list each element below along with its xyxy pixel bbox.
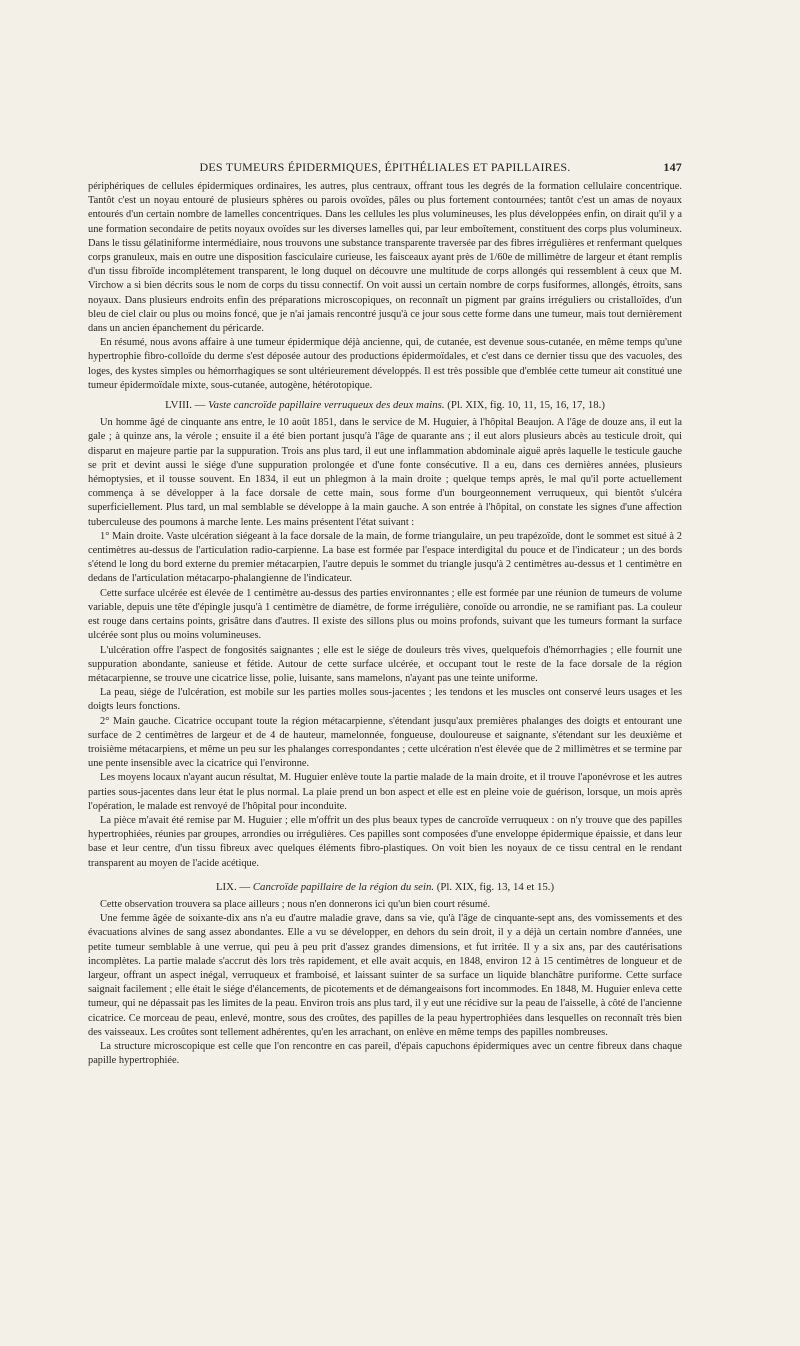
body-paragraph: La peau, siége de l'ulcération, est mobile sur les parties molles sous-jacentes ; les tendons et les muscles ont conservé leurs usages et les doigts leurs fonctions. <box>88 687 682 713</box>
body-paragraph: Une femme âgée de soixante-dix ans n'a eu d'autre maladie grave, dans sa vie, qu'à l'âge de cinquante-sept ans, des vomissements et des évacuations alvines de sang assez abondantes. Elle a vu se développer, en dehors du sein droit, il y a déjà un certain nombre d'années, une petite tumeur semblable à une verrue, qui peu à peu prit d'assez grandes dimensions, et fut irritée. Il y a six ans, par des cautérisations incomplètes. La partie malade s'accrut dès lors très rapidement, et elle avait acquis, en 1848, environ 12 à 15 centimètres de longueur et de largeur, offrant un aspect inégal, verruqueux et framboisé, et laissant suinter de sa surface un liquide blanchâtre puriforme. Cette surface saignait facilement ; elle était le siége d'élancements, de picotements et de démangeaisons fort incommodes. En 1848, M. Huguier enleva cette tumeur, qui ne dépassait pas les limites de la peau. Environ trois ans plus tard, il y eut une récidive sur la peau de l'aisselle, à côté de l'ancienne cicatrice. Ce morceau de peau, enlevé, montre, sous des croûtes, des papilles de la peau hypertrophiées dans lesquelles on reconnaît très bien des vaisseaux. Les croûtes sont tellement adhérentes, qu'en les arrachant, on enlève en même temps des papilles nombreuses. <box>88 913 682 1038</box>
section-title: Cancroïde papillaire de la région du sein. <box>252 880 435 893</box>
spacer <box>88 871 682 875</box>
body-paragraph: 2° Main gauche. Cicatrice occupant toute la région métacarpienne, s'étendant jusqu'aux premières phalanges des doigts et entourant une surface de 2 centimètres de largeur et de 4 de hauteur, mamelonnée, fongueuse, douloureuse et saignante, s'étendant sur les deuxième et troisième métacarpiens, et même un peu sur les phalanges correspondantes ; cette ulcération n'est élevée que de 2 millimètres et se termine par une pente insensible avec la cicatrice qui l'environne. <box>88 715 682 770</box>
body-paragraph: La structure microscopique est celle que l'on rencontre en cas pareil, d'épais capuchons épidermiques avec un centre fibreux dans chaque papille hypertrophiée. <box>88 1040 682 1067</box>
body-paragraph: Cette surface ulcérée est élevée de 1 centimètre au-dessus des parties environnantes ; elle est formée par une réunion de tumeurs de volume variable, depuis une tête d'épingle jusqu'à 1 centimètre de diamètre, de forme irrégulière, conoïde ou arrondie, ne se ramifiant pas. La couleur est rouge dans certains points, grisâtre dans d'autres. Il existe des sillons plus ou moins profonds, suivant que les tumeurs formant la surface ulcérée sont plus ou moins volumineuses. <box>88 587 682 642</box>
running-title: DES TUMEURS ÉPIDERMIQUES, ÉPITHÉLIALES ET PAPILLAIRES. <box>199 160 571 174</box>
body-paragraph: L'ulcération offre l'aspect de fongosités saignantes ; elle est le siége de douleurs très vives, quelquefois d'hémorrhagies ; elle fournit une suppuration abondante, sanieuse et fétide. Autour de cette surface ulcérée, et occupant tout le reste de la face dorsale de la région métacarpienne, se trouve une cicatrice lisse, polie, luisante, sans mamelons, n'ayant pas une teinte uniforme. <box>88 644 682 684</box>
section-number: LVIII. — <box>165 399 206 412</box>
text-body <box>88 180 682 1068</box>
plate-reference: (Pl. XIX, fig. 13, 14 et 15.) <box>436 880 555 893</box>
body-paragraph: 1° Main droite. Vaste ulcération siégeant à la face dorsale de la main, de forme triangulaire, un peu trapézoïde, dont le sommet est situé à 2 centimètres au-dessus de l'articulation radio-carpienne. La base est formée par l'espace interdigital du pouce et de l'indicateur ; un des bords s'étend le long du bord externe du premier métacarpien, l'autre depuis le sommet du triangle jusqu'à 2 centimètres au-dessus et 1 centimètre en dedans de l'articulation métacarpo-phalangienne de l'indicateur. <box>88 530 682 585</box>
plate-reference: (Pl. XIX, fig. 10, 11, 15, 16, 17, 18.) <box>447 399 605 412</box>
body-paragraph: La pièce m'avait été remise par M. Huguier ; elle m'offrit un des plus beaux types de cancroïde verruqueux : on n'y trouve que des papilles hypertrophiées, réunies par groupes, arrondies ou irrégulières. Ces papilles sont composées d'une enveloppe épidermique épaissie, et dans leur base et leur centre, d'un tissu fibreux avec quelques éléments fibro-plastiques. On voit bien les noyaux de ce tissu central en le rendant transparent au moyen de l'acide acétique. <box>88 814 682 869</box>
running-header <box>88 160 682 175</box>
section-number: LIX. — <box>215 880 251 893</box>
section-heading-lix <box>88 880 682 894</box>
body-paragraph: En résumé, nous avons affaire à une tumeur épidermique déjà ancienne, qui, de cutanée, est devenue sous-cutanée, en même temps qu'une hypertrophie fibro-colloïde du derme s'est déposée autour des productions épidermoïdales, et c'est dans ce dernier tissu que des vacuoles, des loges, des kystes simples ou hémorrhagiques se sont ultérieurement développés. Il est très possible que d'emblée cette tumeur ait constitué une tumeur épidermoïdale mixte, sous-cutanée, autogène, hétérotopique. <box>88 337 682 391</box>
section-title: Vaste cancroïde papillaire verruqueux des deux mains. <box>208 399 445 412</box>
body-paragraph: Un homme âgé de cinquante ans entre, le 10 août 1851, dans le service de M. Huguier, à l'hôpital Beaujon. A l'âge de douze ans, il eut la gale ; à quinze ans, la vérole ; ensuite il a été bien portant jusqu'à l'âge de quarante ans ; il eut alors plusieurs abcès au testicule droit, qui disparut en majeure partie par la suppuration. Trois ans plus tard, il eut une inflammation abdominale aiguë après laquelle le testicule gauche se prit et devint aussi le siége d'une suppuration prolongée et d'une fonte consécutive. Il a eu, dans ces dernières années, plusieurs hémoptysies, et il tousse souvent. En 1834, il eut un phlegmon à la main droite ; quelque temps après, le mal qu'il porte actuellement commença à se développer à la face dorsale de cette main, sous forme d'un bourgeonnement verruqueux, qui bientôt s'ulcéra superficiellement. Plus tard, un mal semblable se développe à la main gauche. A son entrée à l'hôpital, on constate les signes d'une affection tuberculeuse des poumons à marche lente. Les mains présentent l'état suivant : <box>88 417 682 528</box>
section-heading-lviii <box>88 398 682 412</box>
body-paragraph: périphériques de cellules épidermiques ordinaires, les autres, plus centraux, offrant tous les degrés de la formation cellulaire concentrique. Tantôt c'est un noyau entouré de plusieurs sphères ou parois ovoïdes, pâles ou plus fortement contournées; tantôt c'est un amas de noyaux entourés d'un certain nombre de lamelles concentriques. Dans les cellules les plus volumineuses, les plus développées enfin, on dirait qu'il y a une formation secondaire de petits noyaux ovoïdes sur les diverses lamelles qui, par leur emboîtement, constituent des corps plus volumineux. Dans le tissu gélatiniforme intermédiaire, nous trouvons une substance transparente traversée par des fibres irrégulières et renfermant quelques corps granuleux, mais en outre une disposition fasciculaire curieuse, les faisceaux ayant près de 1/60e de millimètre de largeur et étant remplis d'un tissu fibroïde incomplétement transparent, le long duquel on découvre une multitude de corps allongés qui ressemblent à ceux que M. Virchow a si bien décrits sous le nom de corps du tissu connectif. On voit aussi un certain nombre de corps fusiformes, allongés, étroits, sans noyaux. Dans plusieurs endroits enfin des préparations microscopiques, on reconnaît un pigment par grains irréguliers ou cristalloïdes, d'un bleu de ciel clair ou plus ou moins foncé, que je n'ai jamais rencontré jusqu'à ce jour sous cette forme dans une tumeur, mais tout dernièrement dans un ancien épanchement du péricarde. <box>88 181 682 335</box>
body-paragraph: Les moyens locaux n'ayant aucun résultat, M. Huguier enlève toute la partie malade de la main droite, et il trouve l'aponévrose et les autres parties sous-jacentes dans leur état le plus normal. La plaie prend un bon aspect et elle est en pleine voie de guérison, lorsque, un mois après l'opération, le malade est renvoyé de l'hôpital pour inconduite. <box>88 772 682 812</box>
body-paragraph: Cette observation trouvera sa place ailleurs ; nous n'en donnerons ici qu'un bien court résumé. <box>100 898 491 910</box>
page-number: 147 <box>663 160 682 174</box>
